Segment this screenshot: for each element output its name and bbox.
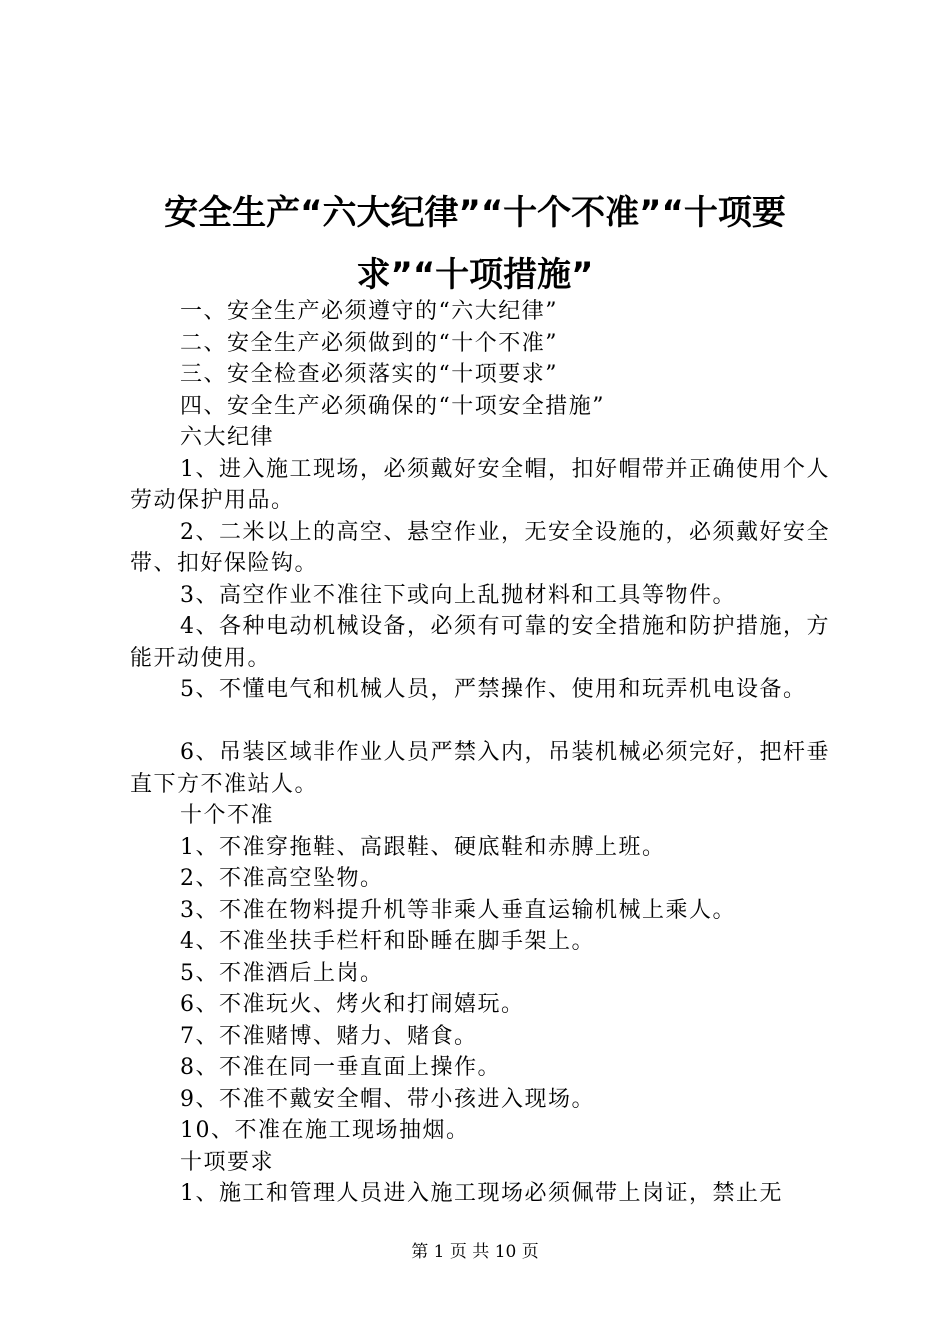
paragraph: 1、进入施工现场，必须戴好安全帽，扣好帽带并正确使用个人劳动保护用品。: [130, 456, 830, 513]
paragraph: 二、安全生产必须做到的“十个不准”: [180, 330, 558, 356]
paragraph: 四、安全生产必须确保的“十项安全措施”: [180, 393, 605, 419]
paragraph: 6、吊装区域非作业人员严禁入内，吊装机械必须完好，把杆垂直下方不准站人。: [130, 740, 830, 797]
document-body: [130, 296, 842, 1210]
paragraph: 一、安全生产必须遵守的“六大纪律”: [180, 299, 558, 324]
document-title: 安全生产“六大纪律”“十个不准”“十项要求”“十项措施”: [164, 193, 786, 295]
section-heading: 十个不准: [180, 803, 275, 828]
paragraph: 6、不准玩火、烤火和打闹嬉玩。: [180, 992, 525, 1017]
paragraph: 3、高空作业不准往下或向上乱抛材料和工具等物件。: [180, 582, 736, 608]
paragraph: 4、不准坐扶手栏杆和卧睡在脚手架上。: [180, 929, 595, 954]
paragraph: 三、安全检查必须落实的“十项要求”: [180, 362, 558, 387]
paragraph: 2、二米以上的高空、悬空作业，无安全设施的，必须戴好安全带、扣好保险钩。: [130, 519, 830, 576]
blank-line: [130, 706, 842, 738]
paragraph: 5、不懂电气和机械人员，严禁操作、使用和玩弄机电设备。: [180, 677, 807, 702]
paragraph: 4、各种电动机械设备，必须有可靠的安全措施和防护措施，方能开动使用。: [130, 614, 830, 671]
paragraph: 9、不准不戴安全帽、带小孩进入现场。: [180, 1086, 595, 1112]
paragraph: 5、不准酒后上岗。: [180, 960, 384, 986]
page-footer: 第 1 页 共 10 页: [411, 1242, 539, 1262]
section-heading: 十项要求: [180, 1149, 275, 1175]
paragraph: 1、施工和管理人员进入施工现场必须佩带上岗证，禁止无: [180, 1181, 783, 1206]
paragraph: 10、不准在施工现场抽烟。: [180, 1118, 470, 1143]
paragraph: 3、不准在物料提升机等非乘人垂直运输机械上乘人。: [180, 897, 736, 923]
paragraph: 7、不准赌博、赌力、赌食。: [180, 1023, 478, 1049]
paragraph: 2、不准高空坠物。: [180, 866, 384, 891]
paragraph: 1、不准穿拖鞋、高跟鞋、硬底鞋和赤膊上班。: [180, 834, 666, 860]
paragraph: 8、不准在同一垂直面上操作。: [180, 1055, 501, 1080]
section-heading: 六大纪律: [180, 425, 275, 450]
